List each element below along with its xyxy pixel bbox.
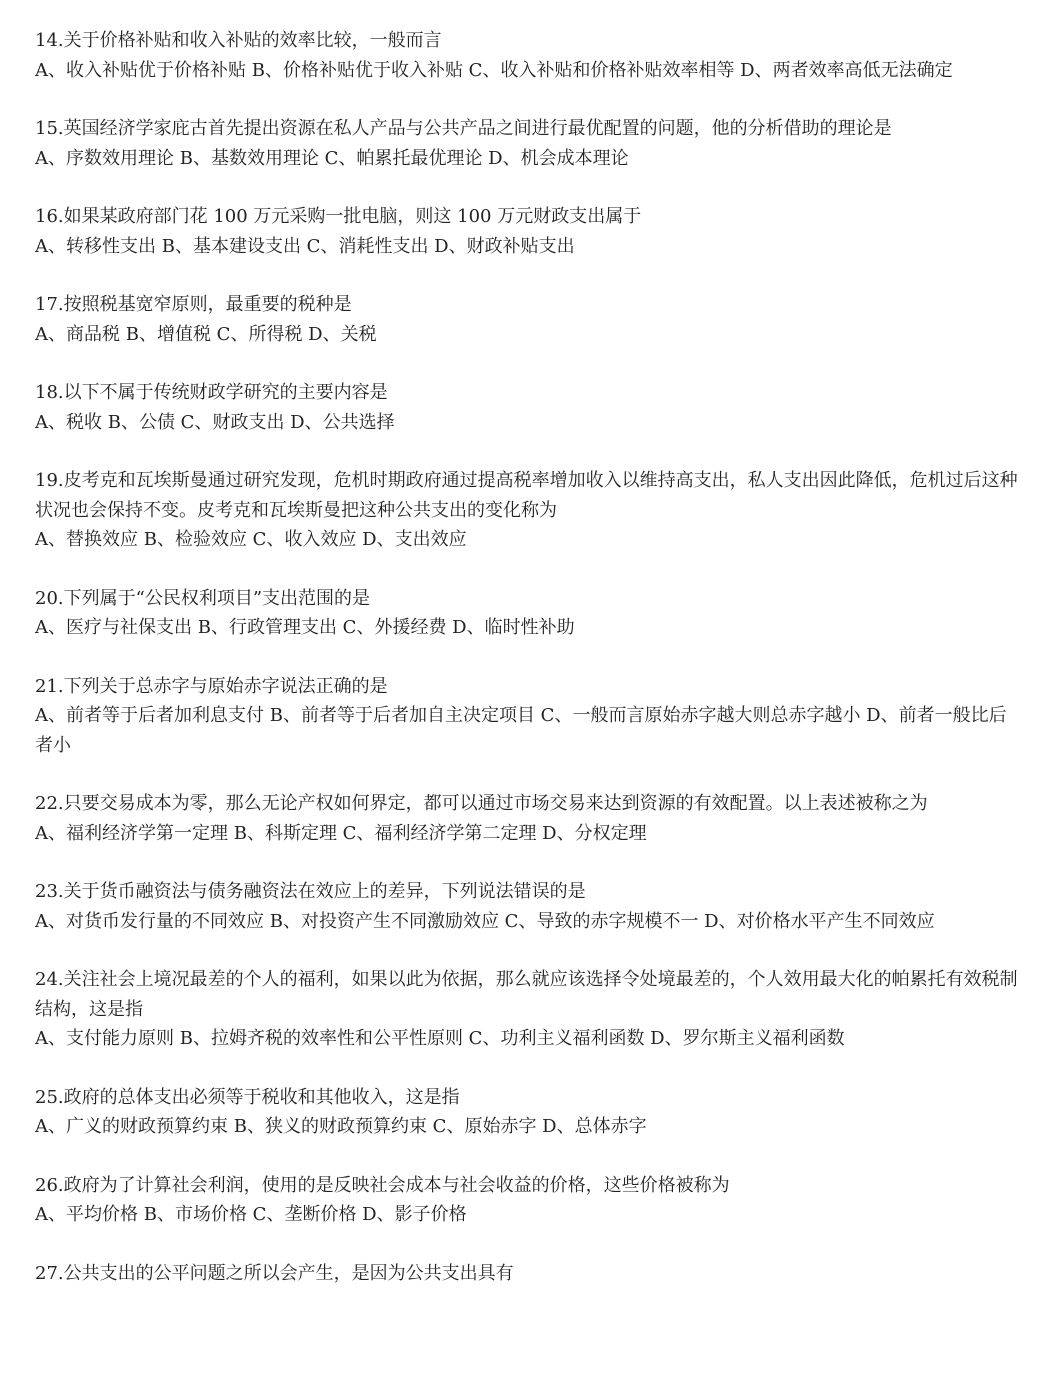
question-options: A、前者等于后者加利息支付 B、前者等于后者加自主决定项目 C、一般而言原始赤字越大则总赤字越小 D、前者一般比后者小 (35, 705, 1007, 756)
question-18 (35, 378, 1018, 437)
question-stem: 23.关于货币融资法与债务融资法在效应上的差异，下列说法错误的是 (35, 881, 586, 902)
question-options: A、福利经济学第一定理 B、科斯定理 C、福利经济学第二定理 D、分权定理 (35, 822, 647, 844)
question-options: A、序数效用理论 B、基数效用理论 C、帕累托最优理论 D、机会成本理论 (35, 147, 629, 169)
question-stem: 20.下列属于“公民权利项目”支出范围的是 (35, 587, 371, 609)
question-16 (35, 202, 1018, 261)
question-19 (35, 466, 1018, 555)
question-options: A、商品税 B、增值税 C、所得税 D、关税 (35, 323, 377, 345)
question-options: A、税收 B、公债 C、财政支出 D、公共选择 (35, 411, 395, 433)
question-options: A、替换效应 B、检验效应 C、收入效应 D、支出效应 (35, 529, 467, 550)
question-stem: 22.只要交易成本为零，那么无论产权如何界定，都可以通过市场交易来达到资源的有效配置。以上表述被称之为 (35, 793, 928, 814)
question-options: A、收入补贴优于价格补贴 B、价格补贴优于收入补贴 C、收入补贴和价格补贴效率相等 D、两者效率高低无法确定 (35, 59, 953, 81)
question-stem: 17.按照税基宽窄原则，最重要的税种是 (35, 294, 352, 315)
question-options: A、对货币发行量的不同效应 B、对投资产生不同激励效应 C、导致的赤字规模不一 D、对价格水平产生不同效应 (35, 910, 935, 932)
question-options: A、支付能力原则 B、拉姆齐税的效率性和公平性原则 C、功利主义福利函数 D、罗尔斯主义福利函数 (35, 1028, 845, 1049)
question-options: A、转移性支出 B、基本建设支出 C、消耗性支出 D、财政补贴支出 (35, 235, 575, 257)
question-options: A、广义的财政预算约束 B、狭义的财政预算约束 C、原始赤字 D、总体赤字 (35, 1116, 647, 1137)
question-stem: 27.公共支出的公平问题之所以会产生，是因为公共支出具有 (35, 1262, 514, 1284)
question-17 (35, 290, 1018, 349)
question-14 (35, 26, 1018, 85)
question-stem: 16.如果某政府部门花 100 万元采购一批电脑，则这 100 万元财政支出属于 (35, 206, 642, 227)
question-stem: 14.关于价格补贴和收入补贴的效率比较，一般而言 (35, 30, 442, 51)
question-stem: 15.英国经济学家庇古首先提出资源在私人产品与公共产品之间进行最优配置的问题，他的分析借助的理论是 (35, 118, 892, 139)
question-25 (35, 1083, 1018, 1142)
question-20 (35, 584, 1018, 643)
question-23 (35, 877, 1018, 936)
question-options: A、医疗与社保支出 B、行政管理支出 C、外援经费 D、临时性补助 (35, 617, 575, 638)
question-stem: 24.关注社会上境况最差的个人的福利，如果以此为依据，那么就应该选择令处境最差的，个人效用最大化的帕累托有效税制结构，这是指 (35, 969, 1018, 1020)
question-stem: 18.以下不属于传统财政学研究的主要内容是 (35, 382, 388, 403)
question-stem: 25.政府的总体支出必须等于税收和其他收入，这是指 (35, 1086, 460, 1108)
question-26 (35, 1171, 1018, 1230)
question-27 (35, 1259, 1018, 1289)
question-15 (35, 114, 1018, 173)
question-24 (35, 965, 1018, 1054)
question-stem: 21.下列关于总赤字与原始赤字说法正确的是 (35, 675, 388, 697)
question-options: A、平均价格 B、市场价格 C、垄断价格 D、影子价格 (35, 1204, 467, 1225)
question-22 (35, 789, 1018, 848)
question-stem: 19.皮考克和瓦埃斯曼通过研究发现，危机时期政府通过提高税率增加收入以维持高支出，私人支出因此降低，危机过后这种状况也会保持不变。皮考克和瓦埃斯曼把这种公共支出的变化称为 (35, 470, 1018, 521)
question-stem: 26.政府为了计算社会利润，使用的是反映社会成本与社会收益的价格，这些价格被称为 (35, 1174, 730, 1196)
question-21 (35, 672, 1018, 761)
